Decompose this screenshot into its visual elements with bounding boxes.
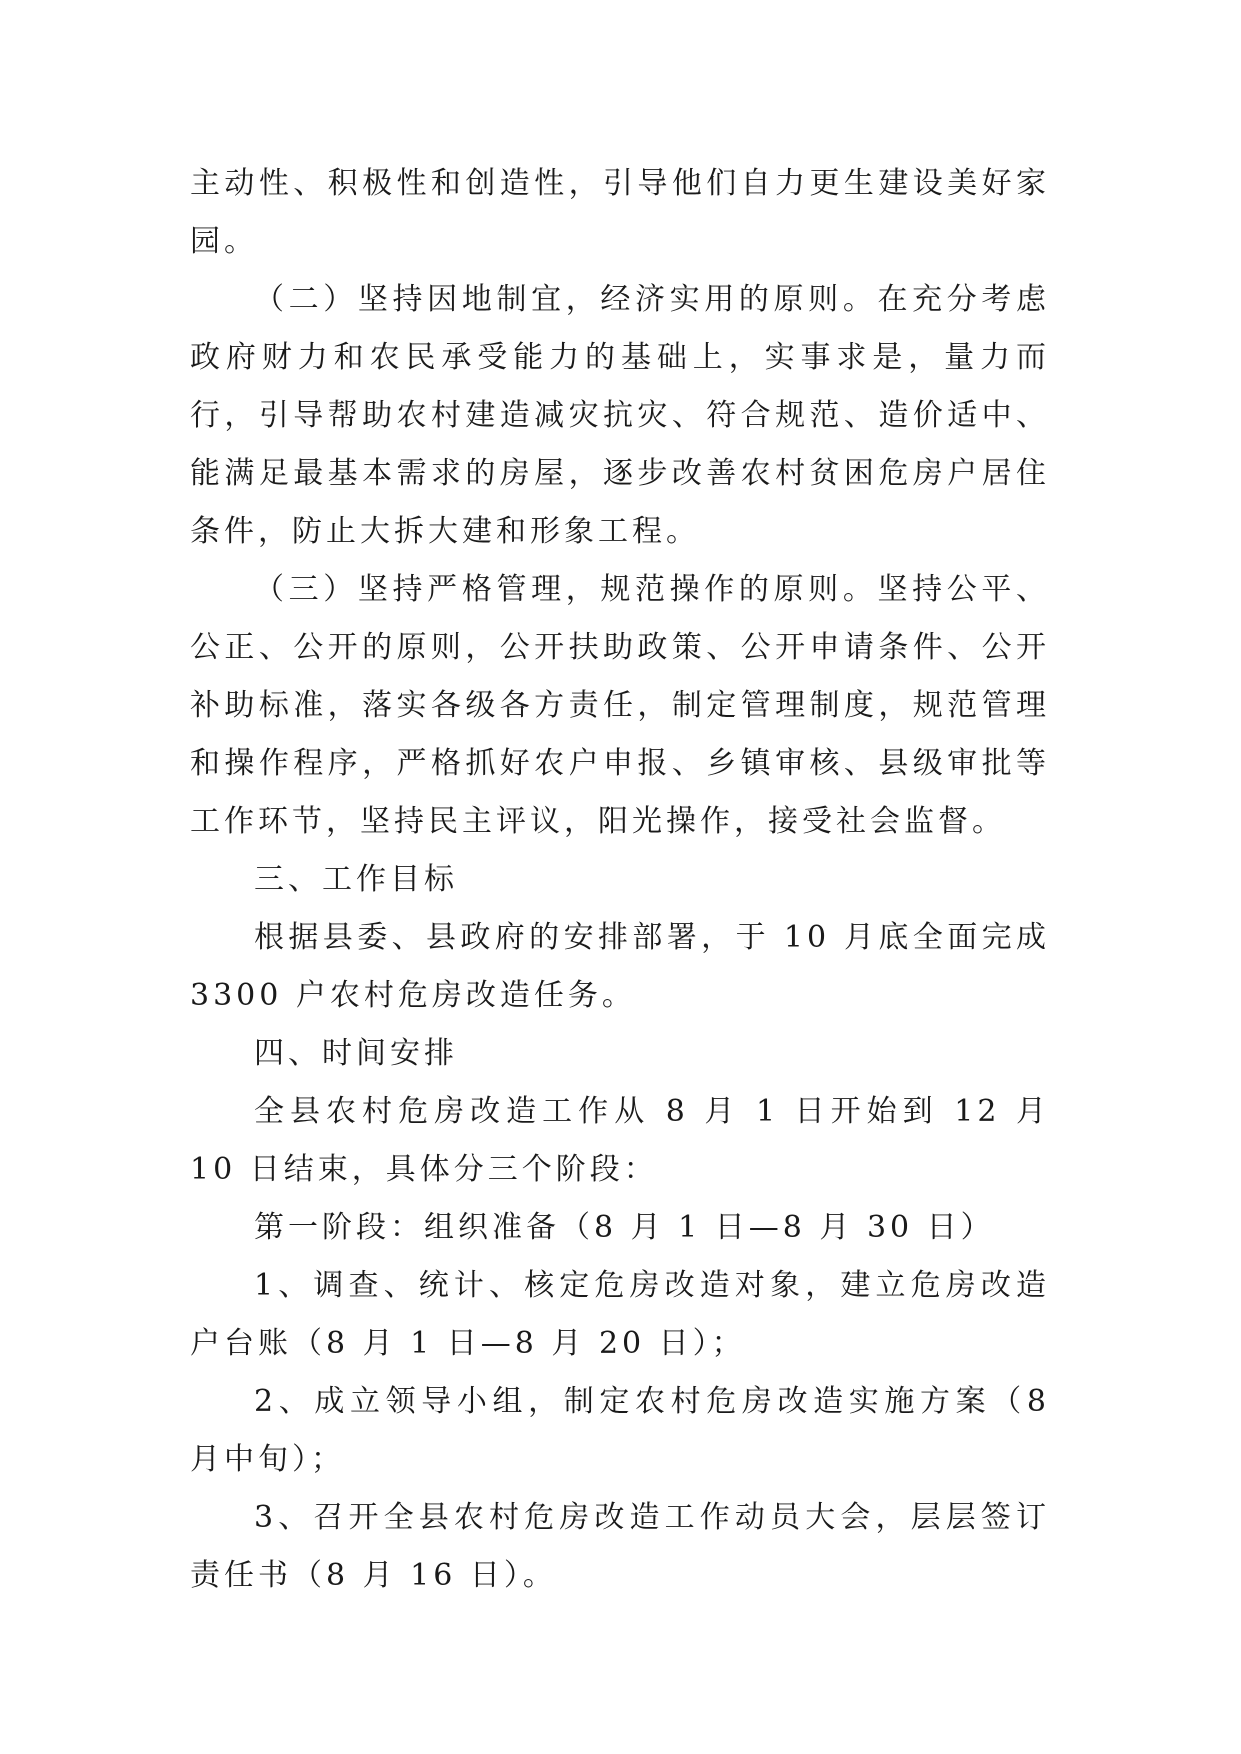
- phase-one-item-3: 3、召开全县农村危房改造工作动员大会，层层签订责任书（8 月 16 日）。: [190, 1500, 1050, 1593]
- phase-one-item-1: 1、调查、统计、核定危房改造对象，建立危房改造户台账（8 月 1 日—8 月 20 日）；: [190, 1268, 1050, 1361]
- paragraph-goals: 根据县委、县政府的安排部署，于 10 月底全面完成 3300 户农村危房改造任务。: [190, 920, 1064, 1013]
- paragraph-schedule: 全县农村危房改造工作从 8 月 1 日开始到 12 月 10 日结束，具体分三个阶段：: [190, 1094, 1064, 1187]
- section-heading-goals: 三、工作目标: [254, 862, 458, 897]
- document-body: [190, 155, 1064, 1605]
- phase-one-item-2: 2、成立领导小组，制定农村危房改造实施方案（8 月中旬）；: [190, 1384, 1064, 1477]
- paragraph-2: （二）坚持因地制宜，经济实用的原则。在充分考虑政府财力和农民承受能力的基础上，实事求是，量力而行，引导帮助农村建造减灾抗灾、符合规范、造价适中、能满足最基本需求的房屋，逐步改善农村贫困危房户居住条件，防止大拆大建和形象工程。: [190, 282, 1050, 549]
- section-heading-schedule: 四、时间安排: [254, 1036, 458, 1071]
- paragraph-3: （三）坚持严格管理，规范操作的原则。坚持公平、公正、公开的原则，公开扶助政策、公开申请条件、公开补助标准，落实各级各方责任，制定管理制度，规范管理和操作程序，严格抓好农户申报、乡镇审核、县级审批等工作环节，坚持民主评议，阳光操作，接受社会监督。: [190, 572, 1050, 839]
- paragraph-1: 主动性、积极性和创造性，引导他们自力更生建设美好家园。: [190, 166, 1050, 259]
- phase-one-heading: 第一阶段：组织准备（8 月 1 日—8 月 30 日）: [254, 1210, 995, 1245]
